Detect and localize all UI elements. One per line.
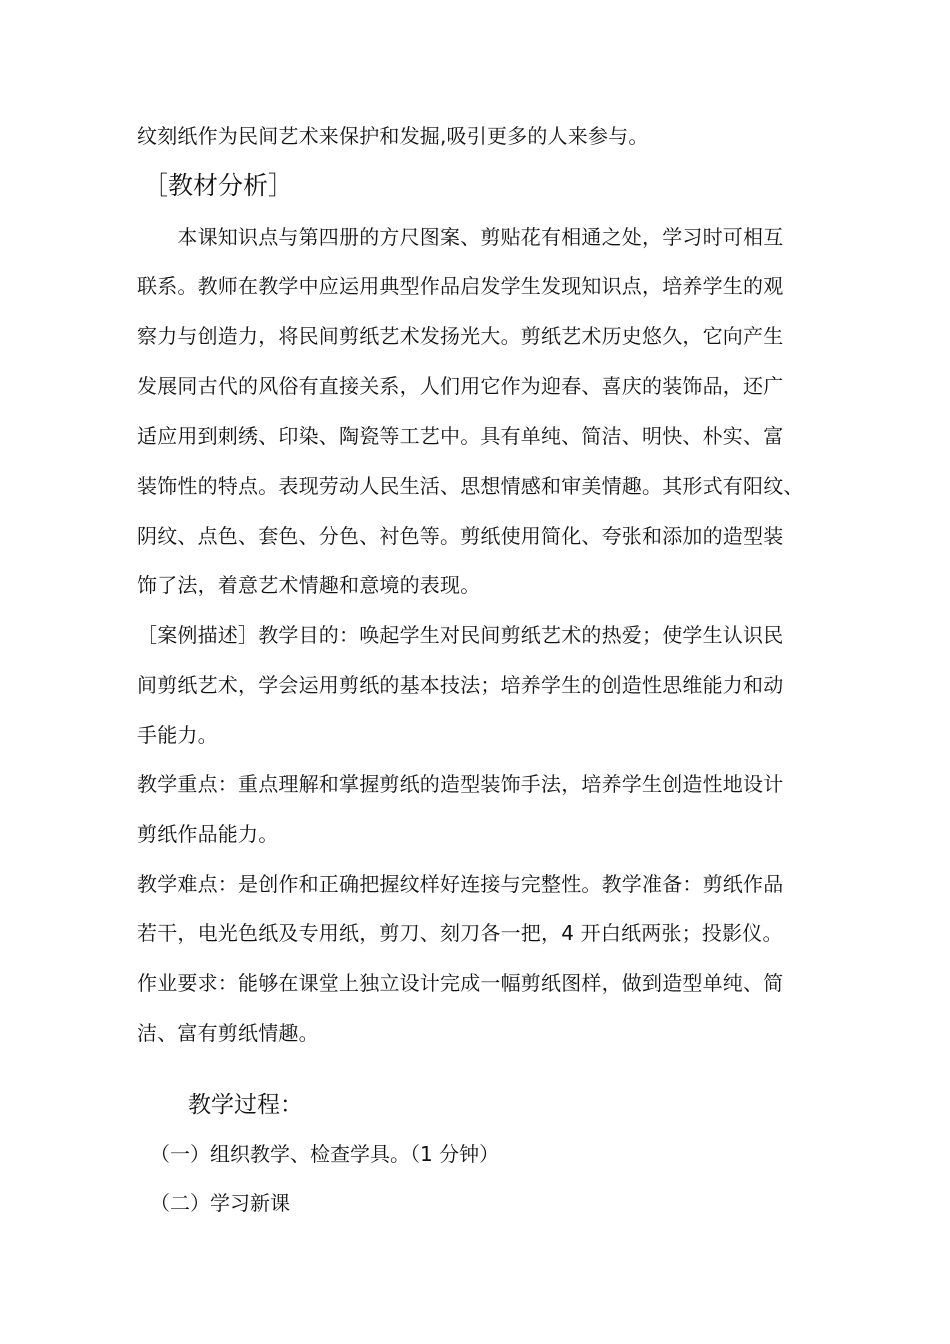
process-step: （一）组织教学、检查学具。（1 分钟） — [150, 1142, 500, 1166]
analysis-line: 发展同古代的风俗有直接关系，人们用它作为迎春、喜庆的装饰品，还广 — [137, 374, 784, 398]
process-step: （二）学习新课 — [150, 1191, 290, 1215]
analysis-line: 适应用到刺绣、印染、陶瓷等工艺中。具有单纯、简洁、明快、朴实、富 — [137, 424, 784, 448]
process-title: 教学过程： — [188, 1092, 303, 1118]
difficulties-line: 若干，电光色纸及专用纸，剪刀、刻刀各一把，4 开白纸两张；投影仪。 — [137, 921, 783, 945]
key-points-line: 剪纸作品能力。 — [137, 822, 279, 846]
analysis-heading: ［教材分析］ — [143, 171, 294, 200]
difficulties-line: 教学难点：是创作和正确把握纹样好连接与完整性。教学准备：剪纸作品 — [137, 872, 784, 896]
case-line: 手能力。 — [137, 723, 218, 747]
analysis-line: 联系。教师在教学中应运用典型作品启发学生发现知识点，培养学生的观 — [137, 274, 784, 298]
intro-line: 纹刻纸作为民间艺术来保护和发掘,吸引更多的人来参与。 — [137, 124, 649, 148]
homework-line: 作业要求：能够在课堂上独立设计完成一幅剪纸图样，做到造型单纯、简 — [137, 971, 784, 995]
key-points-line: 教学重点：重点理解和掌握剪纸的造型装饰手法，培养学生创造性地设计 — [137, 772, 784, 796]
analysis-line: 本课知识点与第四册的方尺图案、剪贴花有相通之处，学习时可相互 — [137, 225, 784, 249]
case-line: 间剪纸艺术，学会运用剪纸的基本技法；培养学生的创造性思维能力和动 — [137, 673, 784, 697]
analysis-line: 察力与创造力，将民间剪纸艺术发扬光大。剪纸艺术历史悠久，它向产生 — [137, 324, 784, 348]
homework-line: 洁、富有剪纸情趣。 — [137, 1021, 319, 1045]
analysis-line: 饰了法，着意艺术情趣和意境的表现。 — [137, 573, 481, 597]
case-line: ［案例描述］教学目的：唤起学生对民间剪纸艺术的热爱；使学生认识民 — [137, 623, 784, 647]
analysis-line: 装饰性的特点。表现劳动人民生活、思想情感和审美情趣。其形式有阳纹、 — [137, 474, 804, 498]
analysis-line: 阴纹、点色、套色、分色、衬色等。剪纸使用简化、夸张和添加的造型装 — [137, 524, 784, 548]
